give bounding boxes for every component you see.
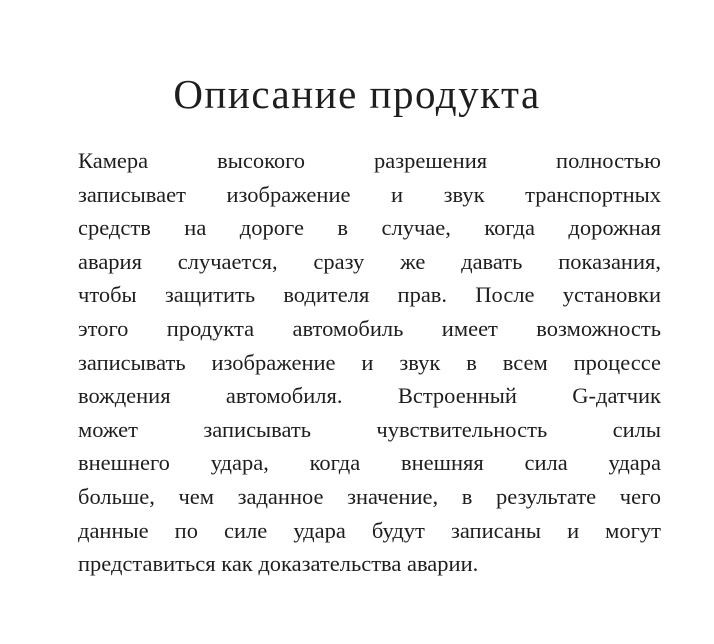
description-line: данные по силе удара будут записаны и могут — [78, 517, 661, 543]
description-line: записывать изображение и звук в всем процессе — [78, 349, 661, 375]
description-line: авария случается, сразу же давать показания, — [78, 248, 661, 274]
description-line: записывает изображение и звук транспортных — [78, 181, 661, 207]
description-line: Камера высокого разрешения полностью — [78, 148, 661, 173]
description-line: чтобы защитить водителя прав. После установки — [78, 282, 661, 308]
description-line: может записывать чувствительность силы — [78, 416, 661, 442]
description-line: вождения автомобиля. Встроенный G-датчик — [78, 383, 661, 409]
description-line: этого продукта автомобиль имеет возможность — [78, 315, 661, 341]
product-description — [78, 144, 661, 581]
description-line: средств на дороге в случае, когда дорожная — [78, 215, 661, 241]
description-line: внешнего удара, когда внешняя сила удара — [78, 450, 661, 476]
page-title: Описание продукта — [173, 71, 541, 117]
description-line: представиться как доказательства аварии. — [78, 551, 479, 577]
description-line: больше, чем заданное значение, в результате чего — [78, 483, 661, 509]
